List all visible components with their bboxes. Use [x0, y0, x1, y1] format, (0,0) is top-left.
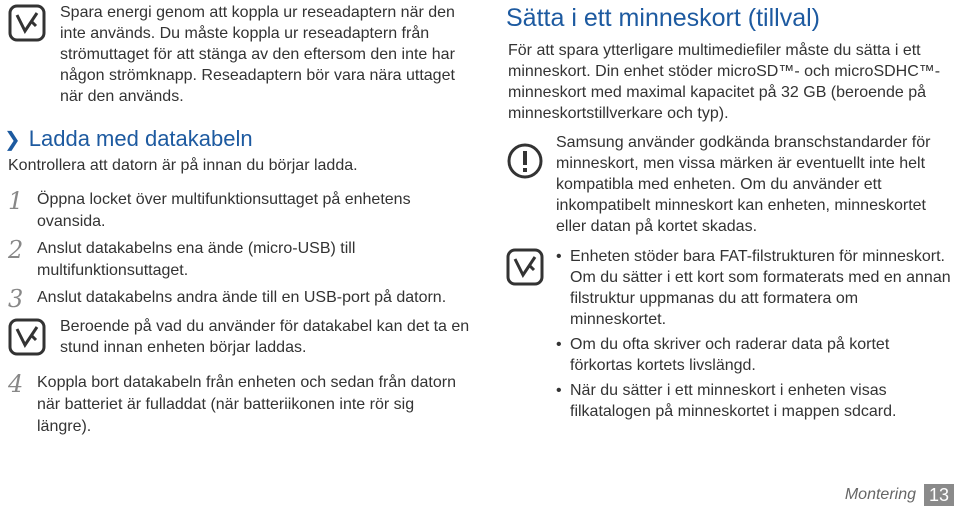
memory-card-intro: För att spara ytterligare multimediefiler måste du sätta i ett minneskort. Din enhet stöder microSD™- och microSDHC™-minneskort med maximal kapacitet på 32 GB (beroende på minneskortstillverkare och typ).	[508, 42, 941, 122]
chevron-right-icon: ❯	[4, 129, 21, 151]
section-title	[4, 126, 253, 152]
memory-card-title: Sätta i ett minneskort (tillval)	[506, 4, 820, 32]
bullet-list	[556, 246, 954, 426]
list-item	[556, 334, 954, 376]
bullet-icon: •	[556, 336, 562, 353]
step-number: 1	[8, 187, 24, 215]
note-icon	[8, 318, 46, 356]
chapter-label: Montering	[844, 486, 916, 503]
energy-note-text: Spara energi genom att koppla ur reseadaptern när den inte används. Du måste koppla ur reseadaptern från strömuttaget för att stänga av den eftersom den inte har någon strömknapp. Reseadaptern bör vara nära uttaget när den används.	[60, 4, 455, 105]
bullet-text: Om du ofta skriver och raderar data på kortet förkortas kortets livslängd.	[570, 336, 890, 374]
warning-icon	[506, 142, 544, 180]
warning-text: Samsung använder godkända branschstandarder för minneskort, men vissa märken är eventuellt inte helt kompatibla med enheten. Om du använder ett inkompatibelt minneskort kan enheten, minneskortet eller datan på kortet skadas.	[556, 134, 931, 235]
step-number: 4	[8, 370, 24, 398]
bullet-icon: •	[556, 382, 562, 399]
page-footer	[845, 484, 954, 506]
bullet-text: Enheten stöder bara FAT-filstrukturen för minneskort. Om du sätter i ett kort som formaterats med en annan filstruktur uppmanas du att formatera om minneskortet.	[570, 248, 951, 328]
section-intro: Kontrollera att datorn är på innan du börjar ladda.	[8, 157, 358, 174]
step-number: 3	[8, 285, 24, 313]
note-icon	[8, 4, 46, 42]
bullet-text: När du sätter i ett minneskort i enheten visas filkatalogen på minneskortet i mappen sdcard.	[570, 382, 897, 420]
step-number: 2	[8, 236, 24, 264]
step-text: Koppla bort datakabeln från enheten och sedan från datorn när batteriet är fulladdat (när batteriikonen inte rör sig längre).	[37, 374, 456, 435]
page-number: 13	[924, 484, 954, 506]
step-text: Öppna locket över multifunktionsuttaget på enhetens ovansida.	[37, 191, 411, 230]
section-title-text: Ladda med datakabeln	[28, 126, 253, 151]
step-text: Anslut datakabelns ena ände (micro-USB) till multifunktionsuttaget.	[37, 240, 356, 279]
list-item	[556, 246, 954, 330]
bullet-icon: •	[556, 248, 562, 265]
note-icon	[506, 248, 544, 286]
step-text: Anslut datakabelns andra ände till en USB-port på datorn.	[37, 289, 447, 306]
cable-note-text: Beroende på vad du använder för datakabel kan det ta en stund innan enheten börjar laddas.	[60, 318, 470, 356]
list-item	[556, 380, 954, 422]
